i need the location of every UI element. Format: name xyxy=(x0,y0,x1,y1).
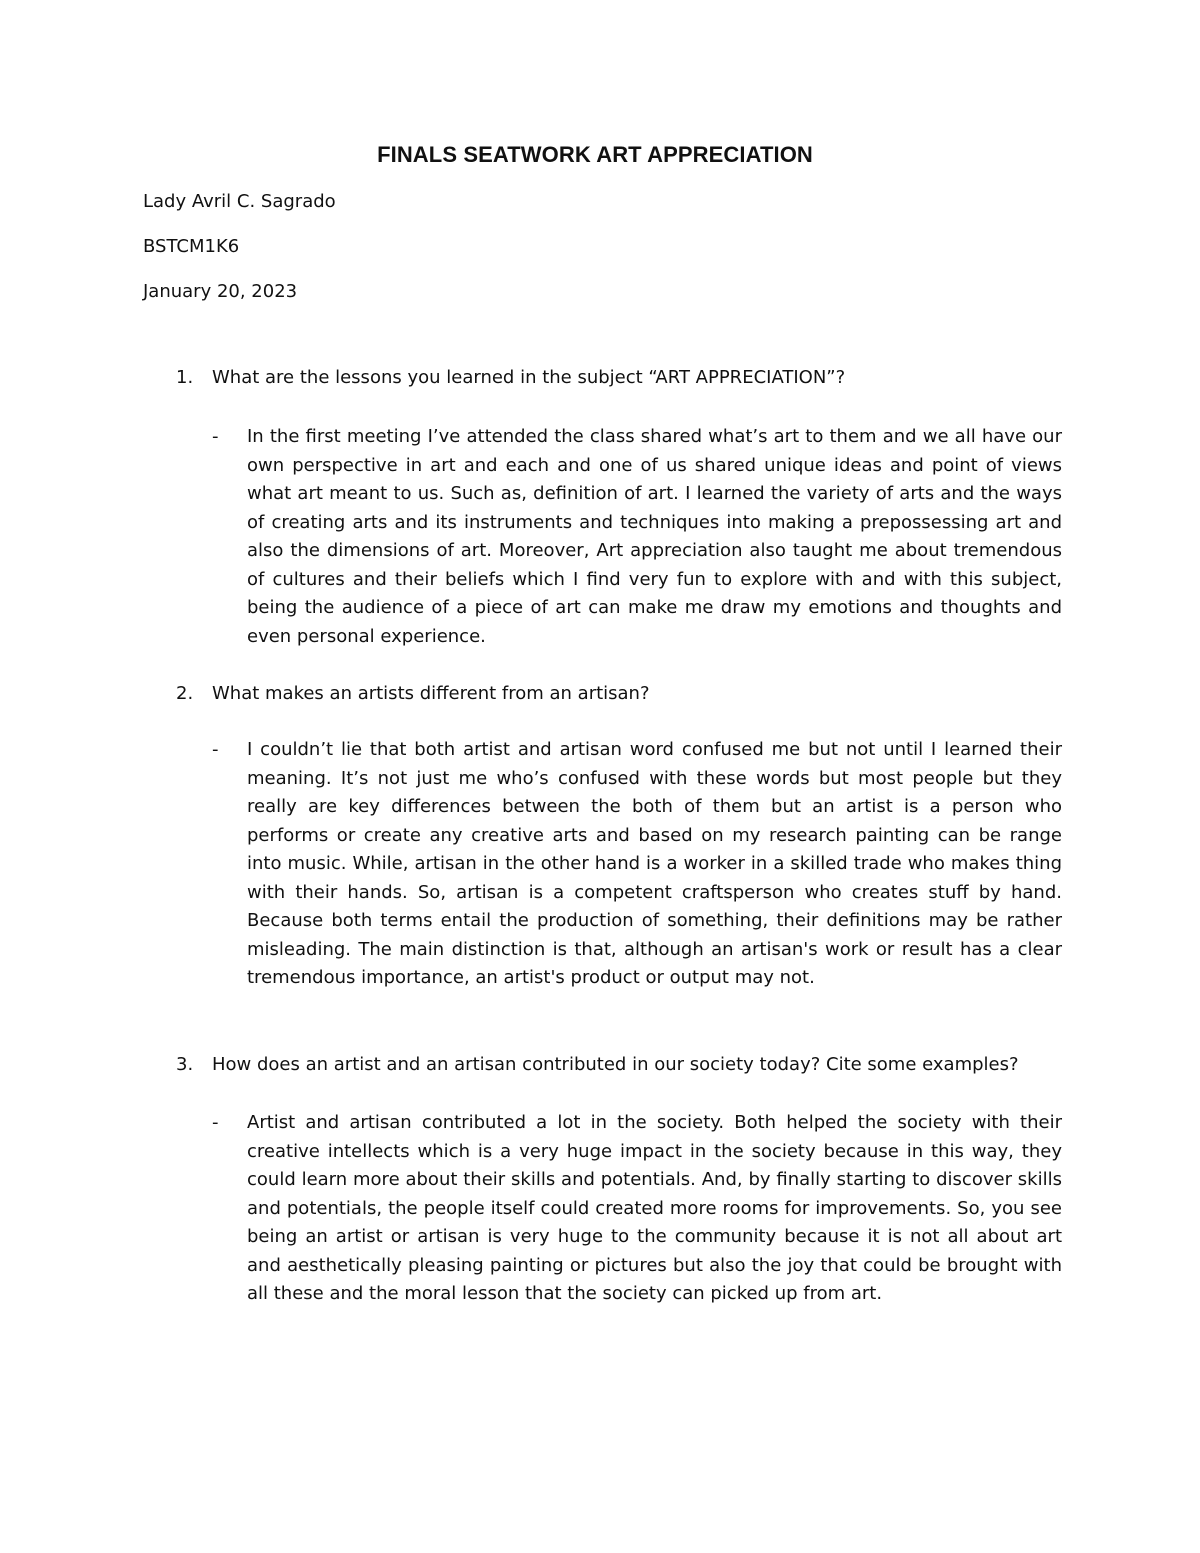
document-date: January 20, 2023 xyxy=(143,281,298,302)
question-number: 3. xyxy=(176,1054,194,1075)
document-title: FINALS SEATWORK ART APPRECIATION xyxy=(377,142,813,167)
answer-bullet: - xyxy=(212,426,219,447)
answer-2 xyxy=(212,736,1062,993)
question-text: What are the lessons you learned in the subject “ART APPRECIATION”? xyxy=(212,367,846,388)
question-number: 1. xyxy=(176,367,194,388)
answer-text: I couldn’t lie that both artist and artisan word confused me but not until I learned their meaning. It’s not just me who’s confused with these words but most people but they really are key differences between the both of them but an artist is a person who performs or create any creative arts and based on my research painting can be range into music. While, artisan in the other hand is a worker in a skilled trade who makes thing with their hands. So, artisan is a competent craftsperson who creates stuff by hand. Because both terms entail the production of something, their definitions may be rather misleading. The main distinction is that, although an artisan's work or result has a clear tremendous importance, an artist's product or output may not. xyxy=(247,739,1062,988)
section-code: BSTCM1K6 xyxy=(143,236,240,257)
question-text: How does an artist and an artisan contributed in our society today? Cite some examples? xyxy=(212,1054,1019,1075)
answer-bullet: - xyxy=(212,739,219,760)
question-number: 2. xyxy=(176,683,194,704)
answer-1 xyxy=(212,423,1062,651)
author-name: Lady Avril C. Sagrado xyxy=(143,191,336,212)
answer-bullet: - xyxy=(212,1112,219,1133)
answer-text: Artist and artisan contributed a lot in the society. Both helped the society with their creative intellects which is a very huge impact in the society because in this way, they could learn more about their skills and potentials. And, by finally starting to discover skills and potentials, the people itself could created more rooms for improvements. So, you see being an artist or artisan is very huge to the community because it is not all about art and aesthetically pleasing painting or pictures but also the joy that could be brought with all these and the moral lesson that the society can picked up from art. xyxy=(247,1112,1062,1304)
answer-3 xyxy=(212,1109,1062,1309)
question-text: What makes an artists different from an artisan? xyxy=(212,683,650,704)
answer-text: In the first meeting I’ve attended the class shared what’s art to them and we all have our own perspective in art and each and one of us shared unique ideas and point of views what art meant to us. Such as, definition of art. I learned the variety of arts and the ways of creating arts and its instruments and techniques into making a prepossessing art and also the dimensions of art. Moreover, Art appreciation also taught me about tremendous of cultures and their beliefs which I find very fun to explore with and with this subject, being the audience of a piece of art can make me draw my emotions and thoughts and even personal experience. xyxy=(247,426,1062,647)
